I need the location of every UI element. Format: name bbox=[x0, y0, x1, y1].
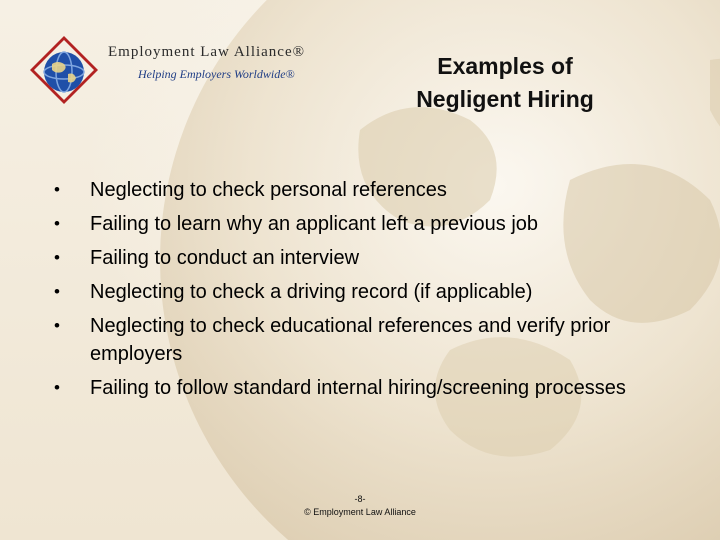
bullet-item bbox=[54, 176, 694, 204]
bullet-item bbox=[54, 374, 694, 402]
bullet-list bbox=[54, 176, 694, 408]
logo-name: Employment Law Alliance® bbox=[108, 44, 306, 60]
bullet-icon: • bbox=[54, 378, 60, 397]
bullet-icon: • bbox=[54, 248, 60, 267]
bullet-text: Neglecting to check personal references bbox=[90, 179, 447, 201]
bullet-item bbox=[54, 312, 694, 368]
logo-tagline: Helping Employers Worldwide® bbox=[138, 67, 295, 81]
globe-diamond-logo-icon bbox=[28, 34, 100, 106]
page-number: -8- bbox=[354, 494, 366, 504]
bullet-text: Failing to conduct an interview bbox=[90, 247, 360, 269]
bullet-text: Failing to learn why an applicant left a previous job bbox=[90, 213, 539, 235]
bullet-icon: • bbox=[54, 282, 60, 301]
bullet-item bbox=[54, 278, 694, 306]
copyright-text: © Employment Law Alliance bbox=[304, 507, 416, 517]
slide-footer bbox=[260, 493, 460, 519]
title-line-1: Examples of bbox=[437, 53, 573, 79]
bullet-item bbox=[54, 244, 694, 272]
bullet-text: Neglecting to check educational references and verify prior employers bbox=[90, 315, 611, 365]
bullet-item bbox=[54, 210, 694, 238]
bullet-icon: • bbox=[54, 180, 60, 199]
bullet-icon: • bbox=[54, 214, 60, 233]
bullet-text: Neglecting to check a driving record (if applicable) bbox=[90, 281, 533, 303]
title-line-2: Negligent Hiring bbox=[416, 86, 594, 112]
employment-law-alliance-logo bbox=[28, 34, 358, 106]
slide-title bbox=[380, 50, 630, 116]
bullet-text: Failing to follow standard internal hiring/screening processes bbox=[90, 377, 626, 399]
bullet-icon: • bbox=[54, 316, 60, 335]
